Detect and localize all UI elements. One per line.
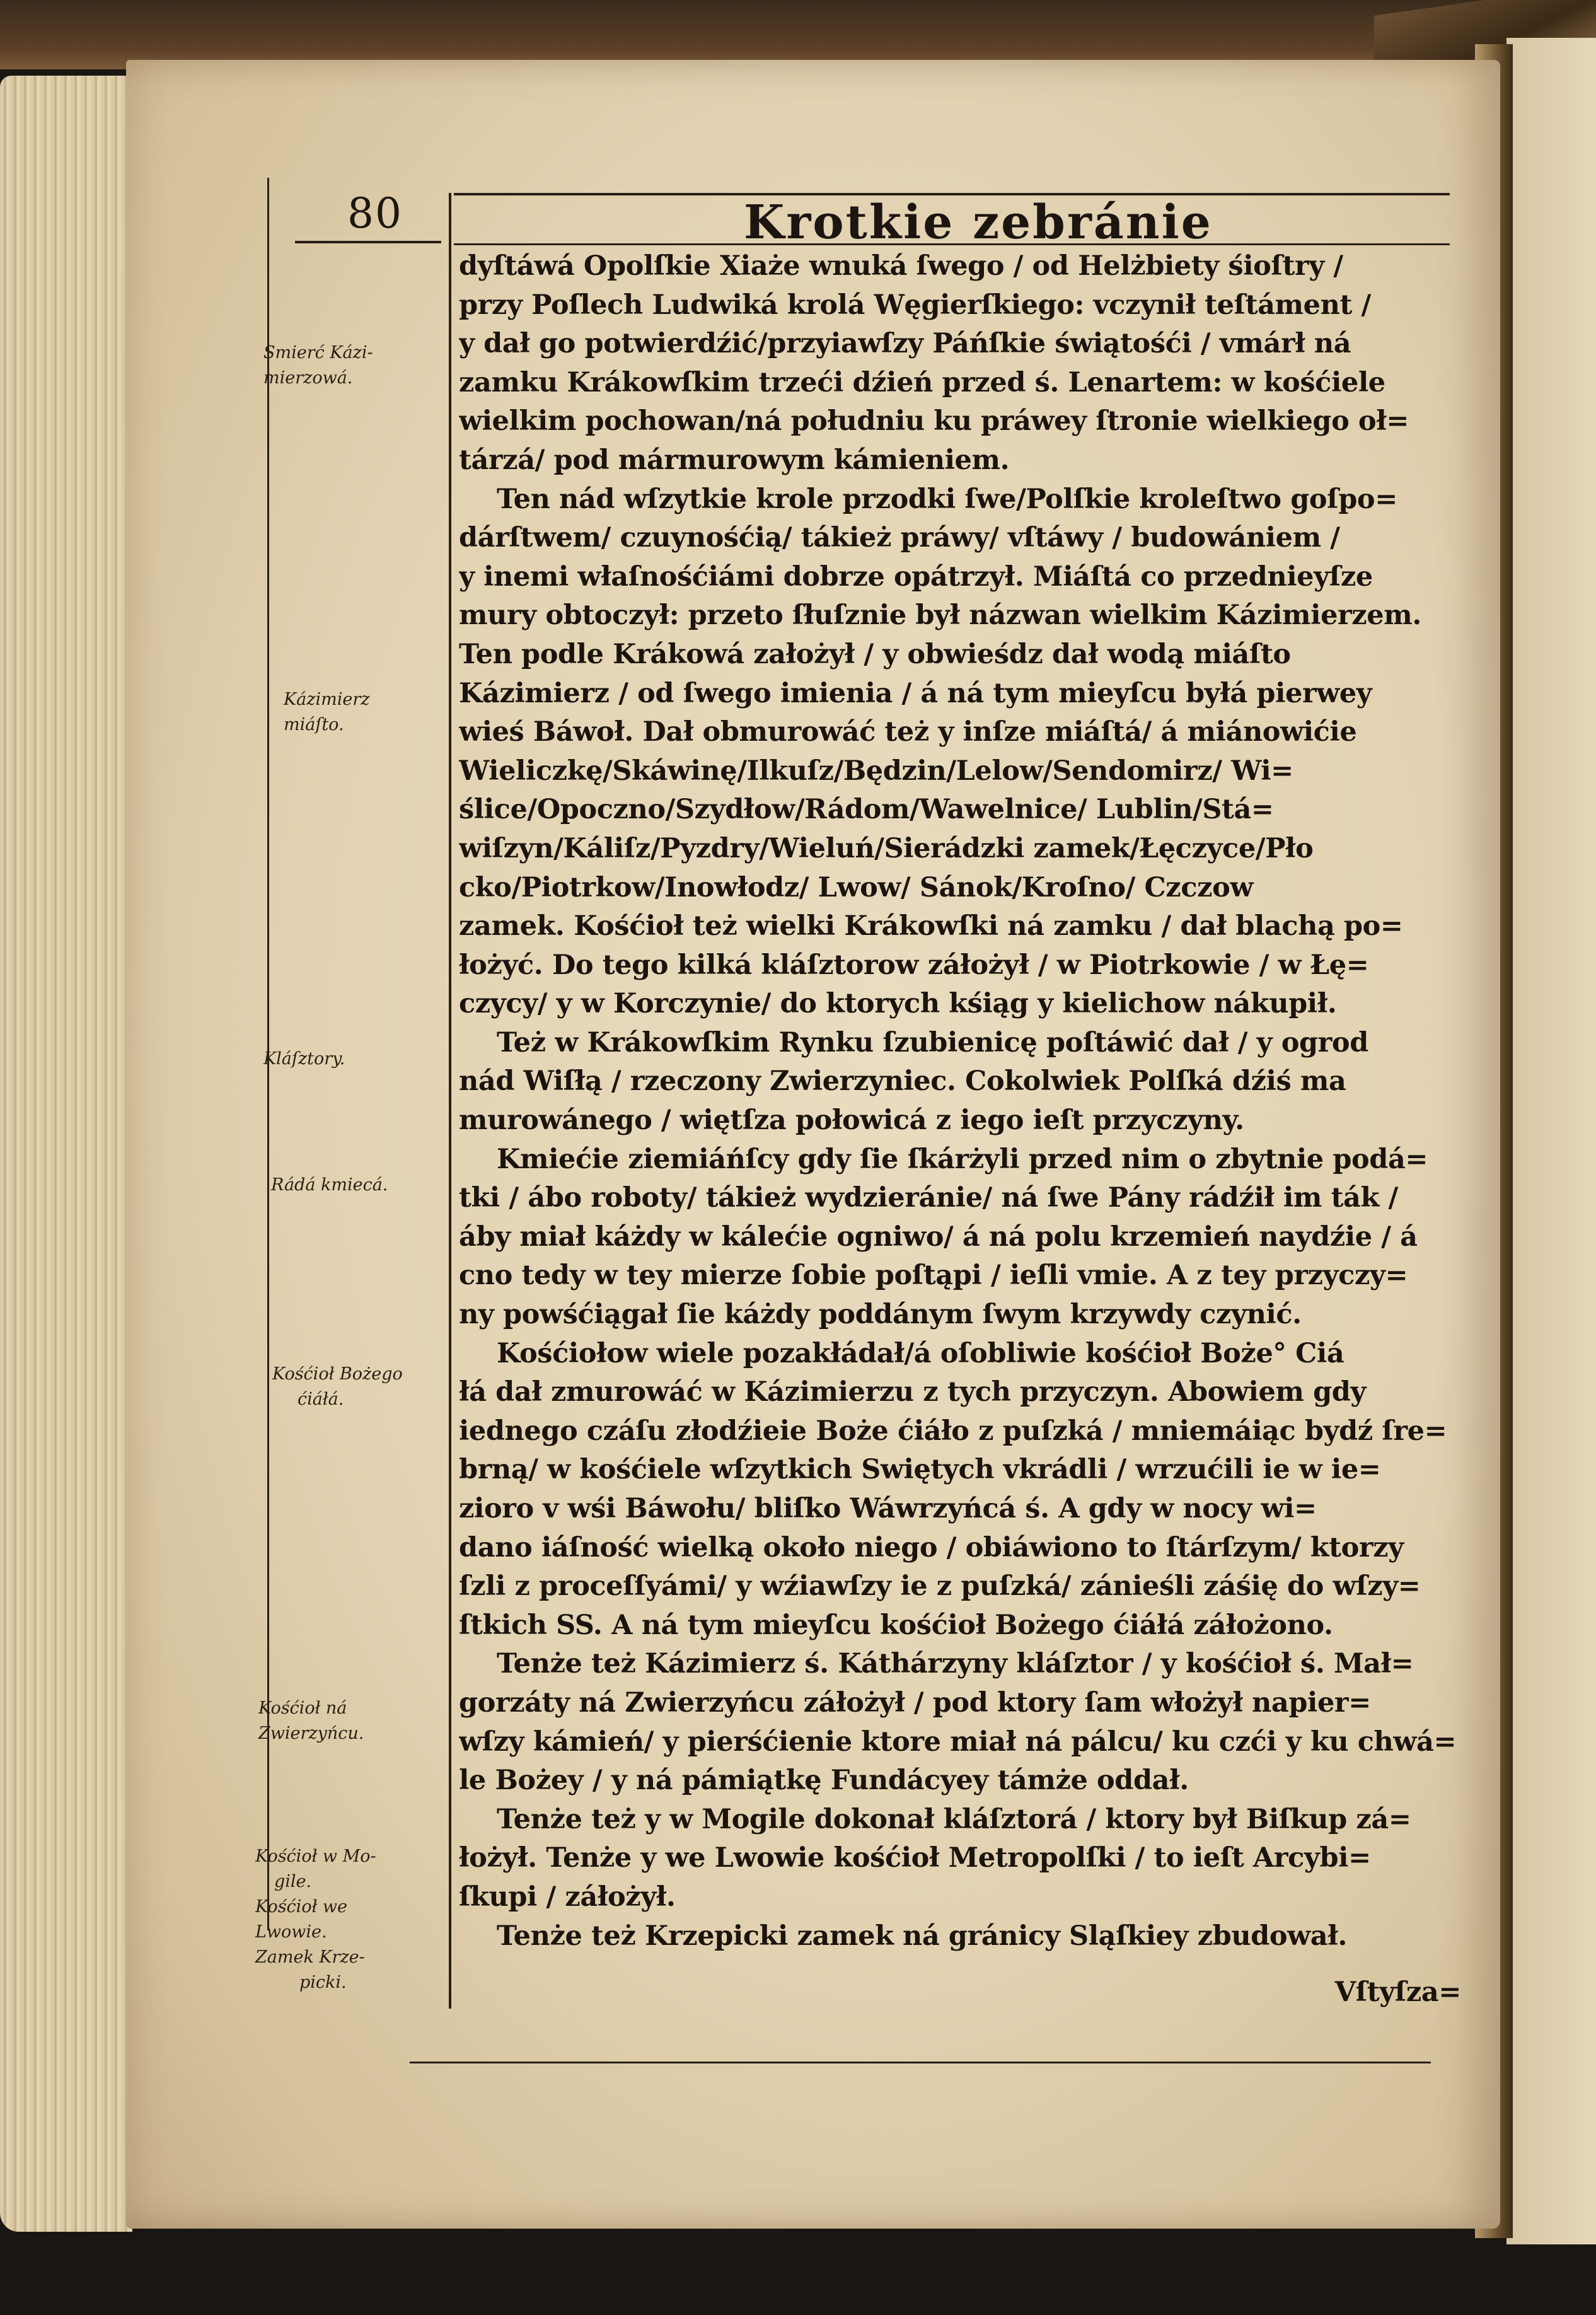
text-line: zioro v wśi Báwołu/ bliſko Wáwrzyńcá ś. A gdy w nocy wi=	[459, 1493, 1317, 1524]
text-line: ny powśćiągał ſie káżdy poddánym ſwym krzywdy czynić.	[459, 1299, 1302, 1331]
running-title: Krotkie zebránie	[744, 195, 1213, 250]
margin-note-line: mierzowá.	[263, 368, 353, 388]
margin-note-line: gile.	[274, 1872, 312, 1891]
margin-note-line: Kázimierz	[284, 690, 370, 709]
margin-note-line: Zamek Krze-	[255, 1947, 365, 1967]
text-line: y inemi właſnośćiámi dobrze opátrzył. Miáſtá co przednieyſze	[459, 560, 1373, 593]
text-line: łożył. Tenże y we Lwowie kośćioł Metropolſki / to ieſt Arcybi=	[459, 1842, 1371, 1874]
text-line: zamku Krákowſkim trzeći dźień przed ś. Lenartem: w kośćiele	[459, 366, 1385, 398]
margin-note-line: Kośćioł ná	[258, 1698, 347, 1718]
catchword: Vſtyſza=	[1334, 1976, 1461, 2009]
margin-note	[255, 1844, 444, 1995]
text-line: cno tedy w tey mierze ſobie poſtąpi / ieſli vmie. A z tey przyczy=	[459, 1260, 1408, 1292]
text-line: Kmiećie ziemiáńſcy gdy ſie ſkárżyli przed nim o zbytnie podá=	[497, 1143, 1428, 1175]
text-line: Kázimierz / od ſwego imienia / á ná tym mieyſcu byłá pierwey	[459, 677, 1372, 709]
text-line: ſzli z proceſſyámi/ y wźiawſzy ie z puſzká/ zánieśli záśię do wſzy=	[459, 1570, 1421, 1603]
text-line: Tenże też Kázimierz ś. Káthárzyny kláſztor / y kośćioł ś. Mał=	[497, 1648, 1414, 1680]
text-line: zamek. Kośćioł też wielki Krákowſki ná zamku / dał blachą po=	[459, 910, 1403, 943]
margin-note-line: Zwierzyńcu.	[258, 1724, 364, 1743]
text-line: murowánego / więtſza połowicá z iego ieſt przyczyny.	[459, 1105, 1244, 1137]
text-line: mury obtoczył: przeto ſłuſznie był názwan wielkim Kázimierzem.	[459, 600, 1421, 632]
page-number: 80	[347, 189, 403, 238]
margin-note-line: Kośćioł we	[255, 1897, 347, 1917]
text-line: tárzá/ pod mármurowym kámieniem.	[459, 444, 1010, 476]
page-edges-left	[0, 76, 132, 2232]
text-line: ſkupi / záłożył.	[459, 1881, 676, 1913]
text-line: gorzáty ná Zwierzyńcu záłożył / pod ktory ſam włożył napier=	[459, 1686, 1371, 1719]
margin-note-line: picki.	[299, 1973, 347, 1992]
text-line: Wieliczkę/Skáwinę/Ilkuſz/Będzin/Lelow/Sendomirz/ Wi=	[459, 755, 1293, 787]
margin-note-line: Lwowie.	[255, 1922, 327, 1942]
text-line: wieś Báwoł. Dał obmurowáć też y inſze miáſtá/ á miánowićie	[459, 716, 1357, 748]
text-line: czycy/ y w Korczynie/ do ktorych kśiąg y kielichow nákupił.	[459, 988, 1337, 1020]
margin-note-line: miáſto.	[284, 715, 344, 734]
margin-note-line: Kośćioł w Mo-	[255, 1847, 376, 1866]
text-line: y dał go potwierdźić/przyiawſzy Páńſkie świątośći / vmárł ná	[459, 328, 1351, 360]
text-line: nád Wiſłą / rzeczony Zwierzyniec. Cokolwiek Polſká dźiś ma	[459, 1065, 1346, 1098]
text-line: dárſtwem/ czuynośćią/ tákież práwy/ vſtáwy / budowániem /	[459, 522, 1340, 554]
text-line: Ten podle Krákowá założył / y obwieśdz dał wodą miáſto	[459, 638, 1291, 670]
text-line: wiſzyn/Káliſz/Pyzdry/Wieluń/Sierádzki zamek/Łęczyce/Pło	[459, 832, 1314, 864]
text-line: przy Poſlech Ludwiká krolá Węgierſkiego: vczynił teſtáment /	[459, 289, 1371, 321]
text-line: iednego czáſu złodźieie Boże ćiáło z puſzká / mniemáiąc bydź ſre=	[459, 1415, 1447, 1447]
margin-note-line: Rádá kmiecá.	[271, 1175, 388, 1195]
margin-note	[284, 687, 473, 738]
text-line: dano iáſność wielką około niego / obiáwiono to ſtárſzym/ ktorzy	[459, 1531, 1404, 1564]
margin-note-line: ćiáłá.	[298, 1390, 344, 1409]
body-text-block	[459, 247, 1461, 2012]
text-line: tki / ábo roboty/ tákież wydzieránie/ ná ſwe Pány rádźił im ták /	[459, 1182, 1398, 1214]
text-line: dyſtáwá Opolſkie Xiaże wnuká ſwego / od Helżbiety śioſtry /	[459, 250, 1343, 282]
text-line: Tenże też y w Mogile dokonał kláſztorá / ktory był Biſkup zá=	[497, 1803, 1411, 1835]
margin-note	[272, 1362, 461, 1412]
text-line: wſzy kámień/ y pierśćienie ktore miał ná pálcu/ ku czći y ku chwá=	[459, 1726, 1457, 1758]
margin-note	[263, 1047, 453, 1072]
text-line: cko/Piotrkow/Inowłodz/ Lwow/ Sánok/Kroſno/ Czczow	[459, 871, 1254, 903]
header-rule-left	[295, 241, 441, 243]
footer-rule	[410, 2062, 1431, 2063]
facing-page-edge	[1506, 38, 1596, 2244]
text-line: Tenże też Krzepicki zamek ná gránicy Sląſkiey zbudował.	[497, 1920, 1347, 1952]
text-line: Ten nád wſzytkie krole przodki ſwe/Polſkie kroleſtwo goſpo=	[497, 483, 1397, 515]
text-line: łożyć. Do tego kilká kláſztorow záłożył / w Piotrkowie / w Łę=	[459, 949, 1369, 981]
margin-note	[271, 1173, 460, 1198]
margin-note	[263, 340, 453, 391]
text-line: ślice/Opoczno/Szydłow/Rádom/Wawelnice/ Lublin/Stá=	[459, 794, 1274, 826]
text-line: brną/ w kośćiele wſzytkich Swiętych vkrádli / wrzućili ie w ie=	[459, 1454, 1381, 1486]
text-line: le Bożey / y ná pámiątkę Fundácyey támże oddał.	[459, 1765, 1189, 1797]
margin-note-line: Kláſztory.	[263, 1049, 345, 1069]
text-line: ſtkich SS. A ná tym mieyſcu kośćioł Bożego ćiáłá záłożono.	[459, 1609, 1333, 1641]
book-cover-top	[0, 0, 1596, 69]
margin-column-rule	[449, 193, 451, 2009]
margin-note-line: Kośćioł Bożego	[272, 1364, 403, 1384]
margin-note-line: Smierć Kázi-	[263, 343, 373, 363]
text-line: Też w Krákowſkim Rynku ſzubienicę poſtáwić dał / y ogrod	[497, 1026, 1368, 1059]
margin-note	[258, 1696, 448, 1746]
text-line: áby miał káżdy w kálećie ogniwo/ á ná polu krzemień naydźie / á	[459, 1221, 1418, 1253]
text-line: wielkim pochowan/ná południu ku práwey ſtronie wielkiego oł=	[459, 405, 1409, 438]
text-line: łá dał zmurowáć w Kázimierzu z tych przyczyn. Abowiem gdy	[459, 1376, 1367, 1408]
text-line: Kośćiołow wiele pozakłádał/á oſobliwie kośćioł Boże° Ciá	[497, 1337, 1344, 1369]
